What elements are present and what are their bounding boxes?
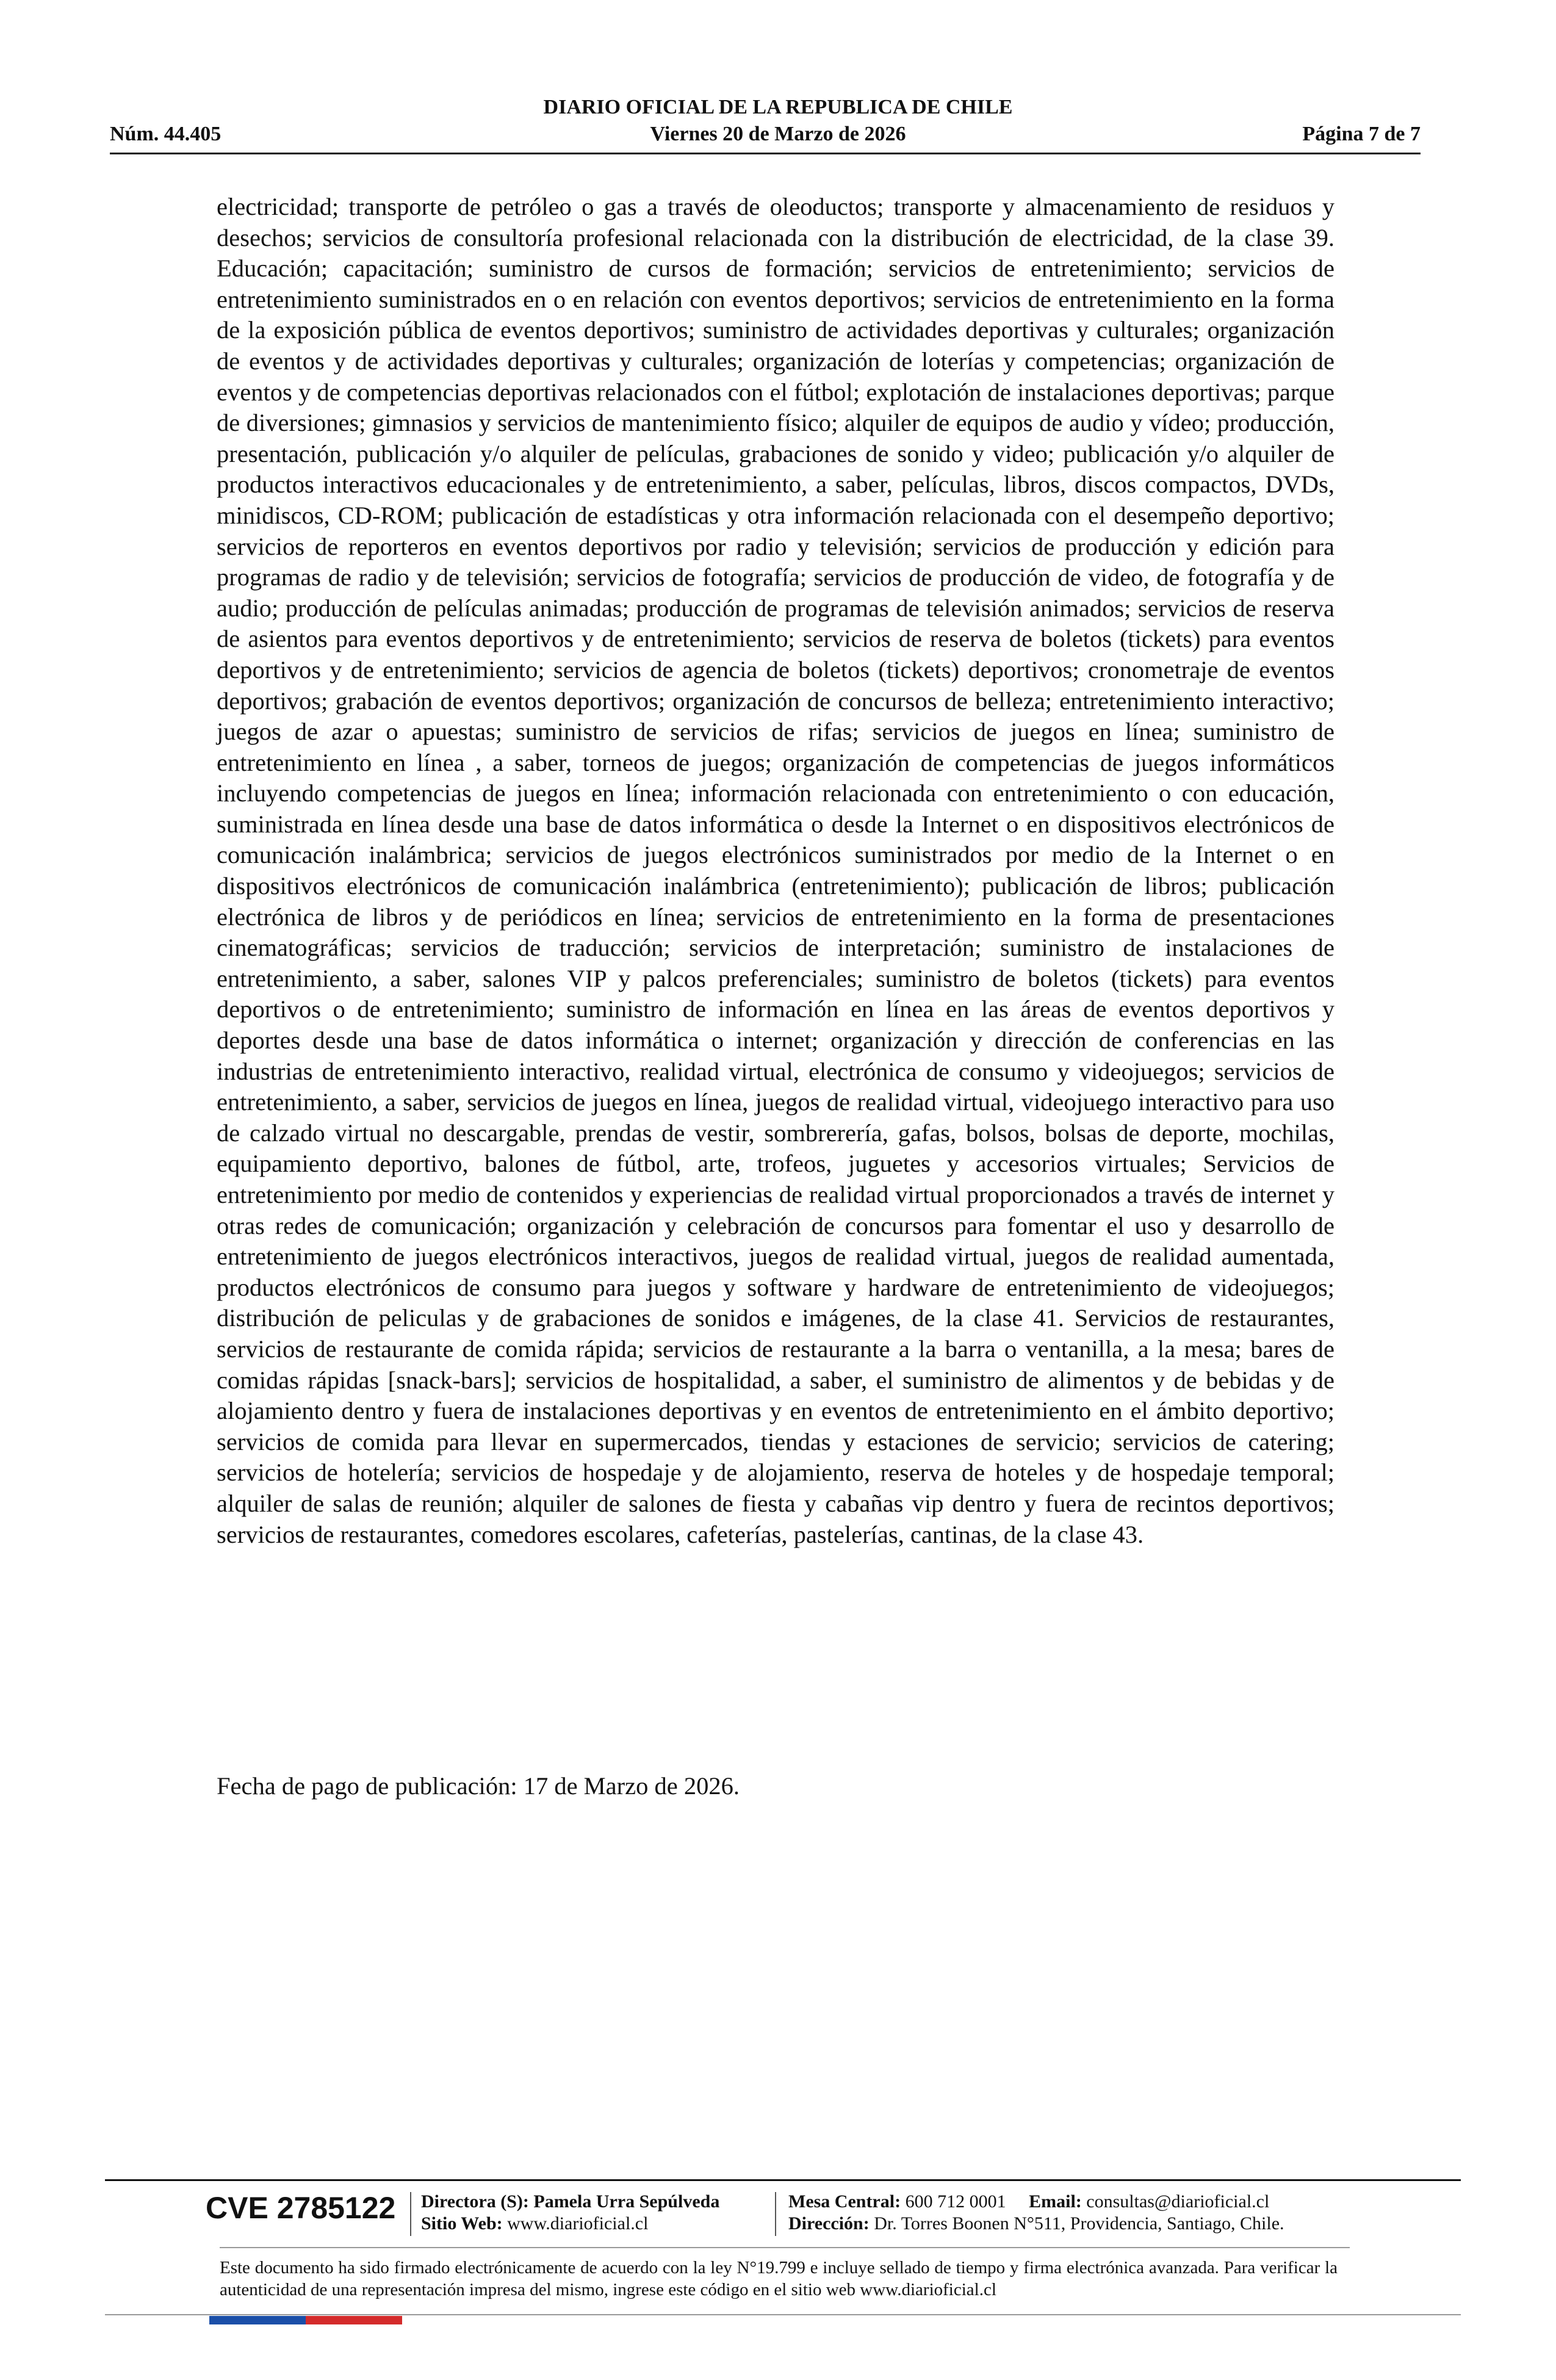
- email-label: Email:: [1029, 2191, 1082, 2212]
- website-link[interactable]: www.diarioficial.cl: [507, 2213, 649, 2234]
- body-paragraph: electricidad; transporte de petróleo o gas a través de oleoductos; transporte y almacenamiento de residuos y desechos; servicios de consultoría profesional relacionada con la distribución de electricidad, de la clase 39. Educación; capacitación; suministro de cursos de formación; servicios de entretenimiento; servicios de entretenimiento suministrados en o en relación con eventos deportivos; servicios de entretenimiento en la forma de la exposición pública de eventos deportivos; suministro de actividades deportivas y culturales; organización de eventos y de actividades deportivas y culturales; organización de loterías y competencias; organización de eventos y de competencias deportivas relacionados con el fútbol; explotación de instalaciones deportivas; parque de diversiones; gimnasios y servicios de mantenimiento físico; alquiler de equipos de audio y vídeo; producción, presentación, publicación y/o alquiler de películas, grabaciones de sonido y video; publicación y/o alquiler de productos interactivos educacionales y de entretenimiento, a saber, películas, libros, discos compactos, DVDs, minidiscos, CD-ROM; publicación de estadísticas y otra información relacionada con el desempeño deportivo; servicios de reporteros en eventos deportivos por radio y televisión; servicios de producción y edición para programas de radio y de televisión; servicios de fotografía; servicios de producción de video, de fotografía y de audio; producción de películas animadas; producción de programas de televisión animados; servicios de reserva de asientos para eventos deportivos y de entretenimiento; servicios de reserva de boletos (tickets) para eventos deportivos y de entretenimiento; servicios de agencia de boletos (tickets) deportivos; cronometraje de eventos deportivos; grabación de eventos deportivos; organización de concursos de belleza; entretenimiento interactivo; juegos de azar o apuestas; suministro de servicios de rifas; servicios de juegos en línea; suministro de entretenimiento en línea , a saber, torneos de juegos; organización de competencias de juegos informáticos incluyendo competencias de juegos en línea; información relacionada con entretenimiento o con educación, suministrada en línea desde una base de datos informática o desde la Internet o en dispositivos electrónicos de comunicación inalámbrica; servicios de juegos electrónicos suministrados por medio de la Internet o en dispositivos electrónicos de comunicación inalámbrica (entretenimiento); publicación de libros; publicación electrónica de libros y de periódicos en línea; servicios de entretenimiento en la forma de presentaciones cinematográficas; servicios de traducción; servicios de interpretación; suministro de instalaciones de entretenimiento, a saber, salones VIP y palcos preferenciales; suministro de boletos (tickets) para eventos deportivos o de entretenimiento; suministro de información en línea en las áreas de eventos deportivos y deportes desde una base de datos informática o internet; organización y dirección de conferencias en las industrias de entretenimiento interactivo, realidad virtual, electrónica de consumo y videojuegos; servicios de entretenimiento, a saber, servicios de juegos en línea, juegos de realidad virtual, videojuego interactivo para uso de calzado virtual no descargable, prendas de vestir, sombrerería, gafas, bolsos, bolsas de deporte, mochilas, equipamiento deportivo, balones de fútbol, arte, trofeos, juguetes y accesorios virtuales; Servicios de entretenimiento por medio de contenidos y experiencias de realidad virtual proporcionados a través de internet y otras redes de comunicación; organización y celebración de concursos para fomentar el uso y desarrollo de entretenimiento de juegos electrónicos interactivos, juegos de realidad virtual, juegos de realidad aumentada, productos electrónicos de consumo para juegos y software y hardware de entretenimiento de videojuegos; distribución de peliculas y de grabaciones de sonidos e imágenes, de la clase 41. Servicios de restaurantes, servicios de restaurante de comida rápida; servicios de restaurante a la barra o ventanilla, a la mesa; bares de comidas rápidas [snack-bars]; servicios de hospitalidad, a saber, el suministro de alimentos y de bebidas y de alojamiento dentro y fuera de instalaciones deportivas y en eventos de entretenimiento en el ámbito deportivo; servicios de comida para llevar en supermercados, tiendas y estaciones de servicio; servicios de catering; servicios de hotelería; servicios de hospedaje y de alojamiento, reserva de hoteles y de hospedaje temporal; alquiler de salas de reunión; alquiler de salones de fiesta y cabañas vip dentro y fuera de recintos deportivos; servicios de restaurantes, comedores escolares, cafeterías, pastelerías, cantinas, de la clase 43.: [217, 193, 1334, 1548]
- page-number: Página 7 de 7: [1302, 123, 1421, 145]
- flag-blue-segment: [209, 2316, 306, 2324]
- website-line: [421, 2213, 648, 2235]
- newspaper-title: DIARIO OFICIAL DE LA REPUBLICA DE CHILE: [543, 96, 1013, 118]
- director-label: Directora (S): Pamela Urra Sepúlveda: [421, 2191, 720, 2212]
- flag-stripe: [209, 2316, 402, 2324]
- footer-rule-top: [105, 2179, 1461, 2181]
- flag-red-segment: [306, 2316, 402, 2324]
- issue-number: Núm. 44.405: [110, 123, 222, 145]
- email-link[interactable]: consultas@diarioficial.cl: [1086, 2191, 1270, 2212]
- address-value: Dr. Torres Boonen N°511, Providencia, Santiago, Chile.: [874, 2213, 1284, 2234]
- phone-value: 600 712 0001: [905, 2191, 1006, 2212]
- payment-date: Fecha de pago de publicación: 17 de Marzo de 2026.: [217, 1772, 740, 1800]
- director-line: [421, 2191, 719, 2213]
- address-label: Dirección:: [788, 2213, 870, 2234]
- phone-label: Mesa Central:: [788, 2191, 901, 2212]
- footer-rule-bottom: [105, 2314, 1461, 2315]
- issue-date: Viernes 20 de Marzo de 2026: [650, 123, 906, 145]
- address-line: [788, 2213, 1284, 2235]
- header-rule: [110, 153, 1421, 154]
- document-body: [217, 192, 1334, 1550]
- footer-separator: [410, 2192, 411, 2236]
- footer-separator: [775, 2192, 776, 2236]
- cve-code: CVE 2785122: [206, 2191, 396, 2225]
- contact-line: [788, 2191, 1269, 2213]
- website-label: Sitio Web:: [421, 2213, 503, 2234]
- footer-rule-mid: [220, 2247, 1350, 2248]
- signature-note: Este documento ha sido firmado electrónicamente de acuerdo con la ley N°19.799 e incluye sellado de tiempo y firma electrónica avanzada. Para verificar la autenticidad de una representación impresa del mismo, ingrese este código en el sitio web www.diarioficial.cl: [220, 2258, 1338, 2299]
